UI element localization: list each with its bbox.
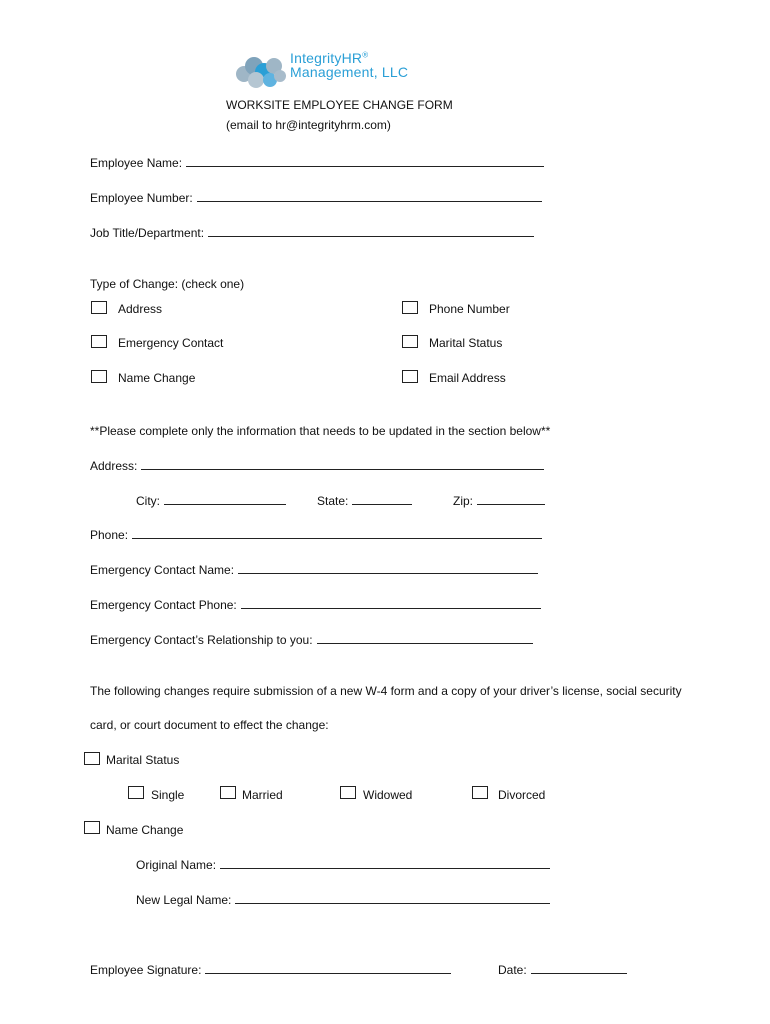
employee-name-label: Employee Name: [90,156,183,170]
name-change-option-label: Name Change [118,371,196,385]
zip-field[interactable] [477,493,545,505]
ec-phone-label: Emergency Contact Phone: [90,598,237,612]
job-title-row [90,225,534,240]
logo-line1: IntegrityHR® [290,50,369,66]
instruction-note: **Please complete only the information that needs to be updated in the section below** [90,424,551,438]
phone-field[interactable] [132,527,542,539]
name-change-section-label: Name Change [106,823,184,837]
phone-number-option-label: Phone Number [429,302,510,316]
name-change-section-checkbox[interactable] [84,821,100,834]
state-label: State: [317,494,349,508]
ec-relationship-field[interactable] [317,632,533,644]
widowed-label: Widowed [363,788,413,802]
ec-phone-field[interactable] [241,597,541,609]
city-field[interactable] [164,493,286,505]
ec-name-label: Emergency Contact Name: [90,563,235,577]
job-title-label: Job Title/Department: [90,226,205,240]
name-change-checkbox[interactable] [91,370,107,383]
address-label: Address: [90,459,138,473]
ec-phone-row [90,597,541,612]
email-address-option-label: Email Address [429,371,506,385]
widowed-checkbox[interactable] [340,786,356,799]
ec-name-field[interactable] [238,562,538,574]
city-row [136,493,286,508]
state-row [317,493,412,508]
signature-label: Employee Signature: [90,963,202,977]
job-title-field[interactable] [208,225,534,237]
date-label: Date: [498,963,527,977]
address-row [90,458,544,473]
marital-status-section-checkbox[interactable] [84,752,100,765]
type-of-change-heading: Type of Change: (check one) [90,277,245,291]
employee-number-field[interactable] [197,190,542,202]
marital-status-section-label: Marital Status [106,753,180,767]
original-name-row [136,857,550,872]
employee-number-row [90,190,542,205]
address-checkbox[interactable] [91,301,107,314]
form-title: WORKSITE EMPLOYEE CHANGE FORM [226,98,453,112]
date-field[interactable] [531,962,627,974]
divorced-label: Divorced [498,788,546,802]
ec-relationship-label: Emergency Contact’s Relationship to you: [90,633,313,647]
phone-row [90,527,542,542]
email-address-checkbox[interactable] [402,370,418,383]
emergency-contact-checkbox[interactable] [91,335,107,348]
original-name-label: Original Name: [136,858,217,872]
phone-number-checkbox[interactable] [402,301,418,314]
address-option-label: Address [118,302,163,316]
ec-relationship-row [90,632,533,647]
emergency-contact-option-label: Emergency Contact [118,336,224,350]
w4-notice-line2: card, or court document to effect the change: [90,718,329,732]
employee-name-row [90,155,544,170]
single-checkbox[interactable] [128,786,144,799]
w4-notice-line1: The following changes require submission of a new W-4 form and a copy of your driver’s license, social security [90,684,682,698]
married-label: Married [242,788,283,802]
new-legal-name-field[interactable] [235,892,550,904]
divorced-checkbox[interactable] [472,786,488,799]
zip-label: Zip: [453,494,474,508]
phone-label: Phone: [90,528,129,542]
new-legal-name-row [136,892,550,907]
marital-status-checkbox[interactable] [402,335,418,348]
employee-name-field[interactable] [186,155,544,167]
date-row [498,962,627,977]
married-checkbox[interactable] [220,786,236,799]
logo-line2: Management, LLC [290,64,409,80]
city-label: City: [136,494,160,508]
ec-name-row [90,562,538,577]
signature-row [90,962,451,977]
signature-field[interactable] [205,962,451,974]
puzzle-cluster-logo-icon [232,52,292,92]
new-legal-name-label: New Legal Name: [136,893,232,907]
address-field[interactable] [141,458,544,470]
employee-number-label: Employee Number: [90,191,193,205]
state-field[interactable] [352,493,412,505]
marital-status-option-label: Marital Status [429,336,503,350]
single-label: Single [151,788,185,802]
original-name-field[interactable] [220,857,550,869]
form-subtitle: (email to hr@integrityhrm.com) [226,118,391,132]
zip-row [453,493,545,508]
